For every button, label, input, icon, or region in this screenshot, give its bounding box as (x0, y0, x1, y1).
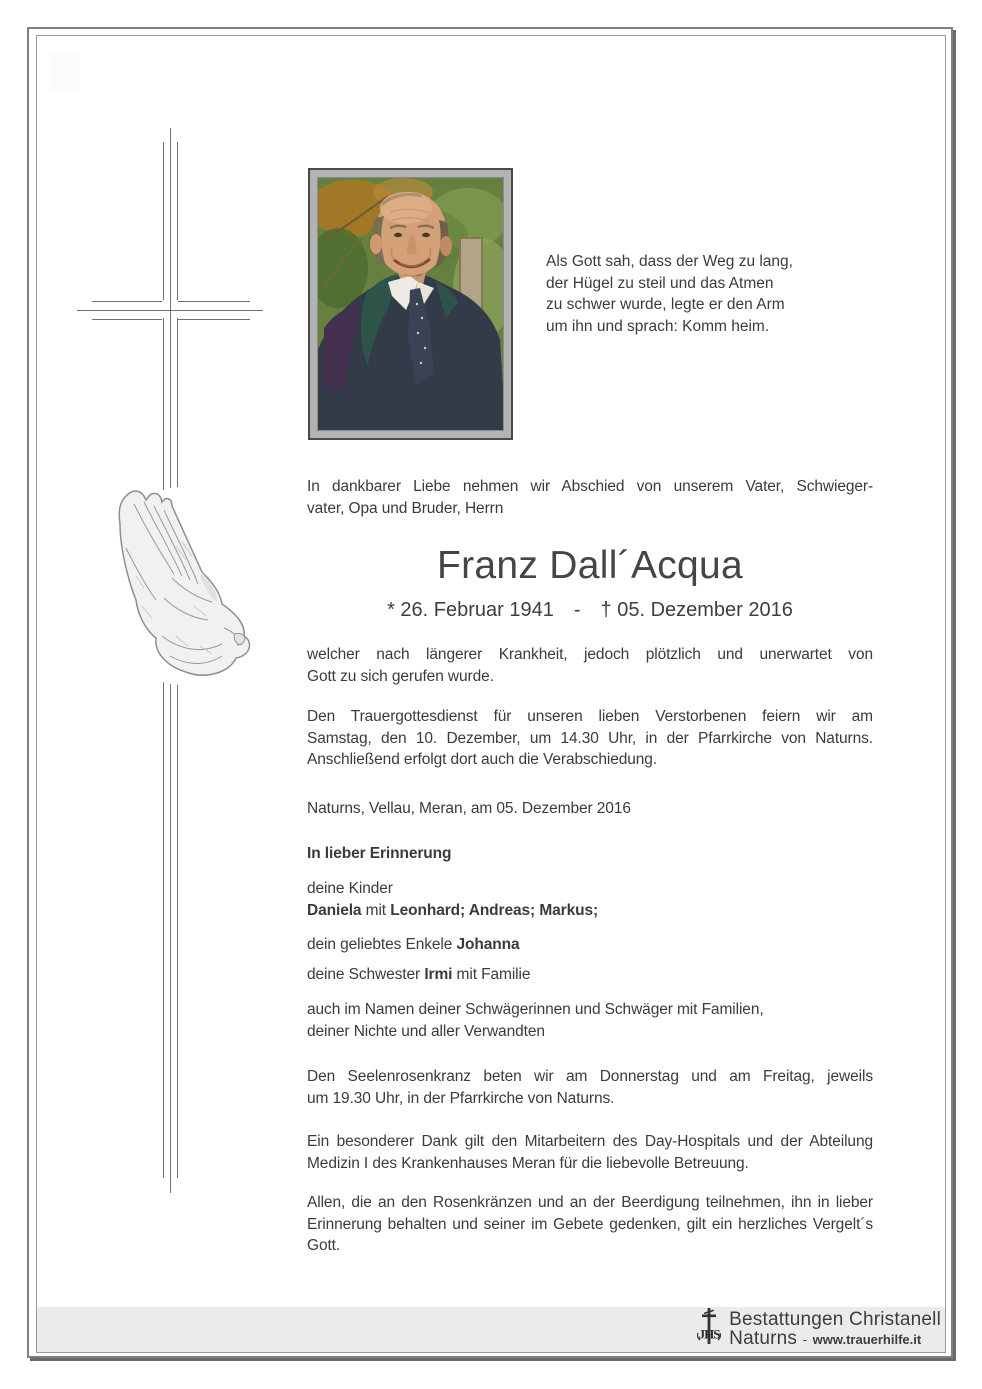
funeral-home-footer (37, 1307, 945, 1352)
cross-line-segment (177, 318, 178, 1178)
dates-separator: - (573, 599, 581, 621)
paragraph-line: Allen, die an den Rosenkränzen und an der Beerdigung teilnehmen, ihn in lieber (307, 1194, 873, 1211)
cross-line-segment (177, 142, 178, 300)
life-dates (307, 597, 873, 623)
footer-location-line (729, 1330, 941, 1349)
sister-line (307, 964, 873, 986)
service-paragraph (307, 706, 873, 771)
ihs-cross-emblem-icon (696, 1307, 722, 1352)
praying-hands-icon (106, 486, 256, 691)
poem-line: der Hügel zu steil und das Atmen (546, 274, 774, 292)
child-name: Daniela (307, 901, 362, 919)
closing-paragraph (307, 1192, 873, 1257)
paragraph-line: Den Trauergottesdienst für unseren lieben Verstorbenen feiern wir am (307, 708, 873, 725)
relatives-block (307, 999, 873, 1042)
remembrance-text: In lieber Erinnerung (307, 845, 452, 862)
memorial-poem (546, 251, 866, 337)
place-date-text: Naturns, Vellau, Meran, am 05. Dezember 2016 (307, 800, 631, 817)
portrait-photo-image (317, 177, 504, 431)
birth-date: * 26. Februar 1941 (387, 599, 554, 621)
death-date: † 05. Dezember 2016 (600, 599, 793, 621)
cross-line-segment (178, 301, 250, 302)
grandchild-line (307, 934, 873, 956)
relatives-line: auch im Namen deiner Schwägerinnen und Schwäger mit Familien, (307, 1001, 764, 1018)
svg-text:JHS: JHS (698, 1326, 720, 1342)
paragraph-line: Den Seelenrosenkranz beten wir am Donnerstag und am Freitag, jeweils (307, 1068, 873, 1085)
paragraph-line: Anschließend erfolgt dort auch die Verabschiedung. (307, 751, 658, 769)
children-label: deine Kinder (307, 880, 393, 897)
footer-website-link: www.trauerhilfe.it (812, 1332, 922, 1347)
paragraph-line: Samstag, den 10. Dezember, um 14.30 Uhr, in der Pfarrkirche von Naturns. (307, 729, 873, 747)
poem-line: zu schwer wurde, legte er den Arm (546, 296, 785, 314)
children-names (307, 900, 873, 922)
paragraph-line: Erinnerung behalten und seiner im Gebete gedenken, gilt ein herzliches Vergelt´s (307, 1215, 873, 1233)
faint-watermark-square (51, 54, 80, 90)
cross-line-segment (163, 318, 164, 1178)
footer-location: Naturns (729, 1328, 798, 1349)
thanks-paragraph (307, 1131, 873, 1174)
connector-text: mit (361, 901, 391, 919)
deceased-name: Franz Dall´Acqua (436, 544, 744, 587)
grandchild-name: Johanna (456, 936, 520, 953)
paragraph-line: Medizin I des Krankenhauses Meran für die liebevolle Betreuung. (307, 1154, 749, 1172)
rosary-paragraph (307, 1066, 873, 1109)
poem-line: um ihn und sprach: Komm heim. (546, 317, 770, 335)
cross-line-segment (77, 310, 263, 311)
footer-company-name: Bestattungen Christanell (729, 1309, 941, 1330)
intro-paragraph (307, 476, 873, 519)
sister-post-text: mit Familie (452, 966, 531, 983)
place-date-line (307, 798, 873, 820)
intro-line: vater, Opa und Bruder, Herrn (307, 499, 504, 517)
footer-text-block (729, 1310, 941, 1349)
cross-line-segment (92, 301, 162, 302)
cross-line-segment (178, 319, 250, 320)
intro-line: In dankbarer Liebe nehmen wir Abschied von unserem Vater, Schwieger- (307, 478, 873, 495)
cause-paragraph (307, 644, 873, 687)
cross-line-segment (163, 142, 164, 300)
grandchild-pre-text: dein geliebtes Enkele (307, 936, 457, 953)
sister-pre-text: deine Schwester (307, 966, 425, 983)
footer-separator: - (802, 1332, 808, 1347)
paragraph-line: Gott zu sich gerufen wurde. (307, 667, 494, 685)
portrait-photo (308, 168, 513, 440)
children-partner-names: Leonhard; Andreas; Markus; (390, 901, 599, 919)
remembrance-heading (307, 843, 873, 865)
paragraph-line: welcher nach längerer Krankheit, jedoch plötzlich und unerwartet von (307, 646, 873, 663)
paragraph-line: Ein besonderer Dank gilt den Mitarbeitern des Day-Hospitals und der Abteilung (307, 1133, 873, 1150)
sister-name: Irmi (424, 966, 453, 983)
paragraph-line: Gott. (307, 1237, 341, 1255)
relatives-line: deiner Nichte und aller Verwandten (307, 1022, 545, 1040)
children-block (307, 878, 873, 921)
cross-line-segment (92, 319, 162, 320)
poem-line: Als Gott sah, dass der Weg zu lang, (546, 253, 793, 270)
paragraph-line: um 19.30 Uhr, in der Pfarrkirche von Naturns. (307, 1089, 615, 1107)
